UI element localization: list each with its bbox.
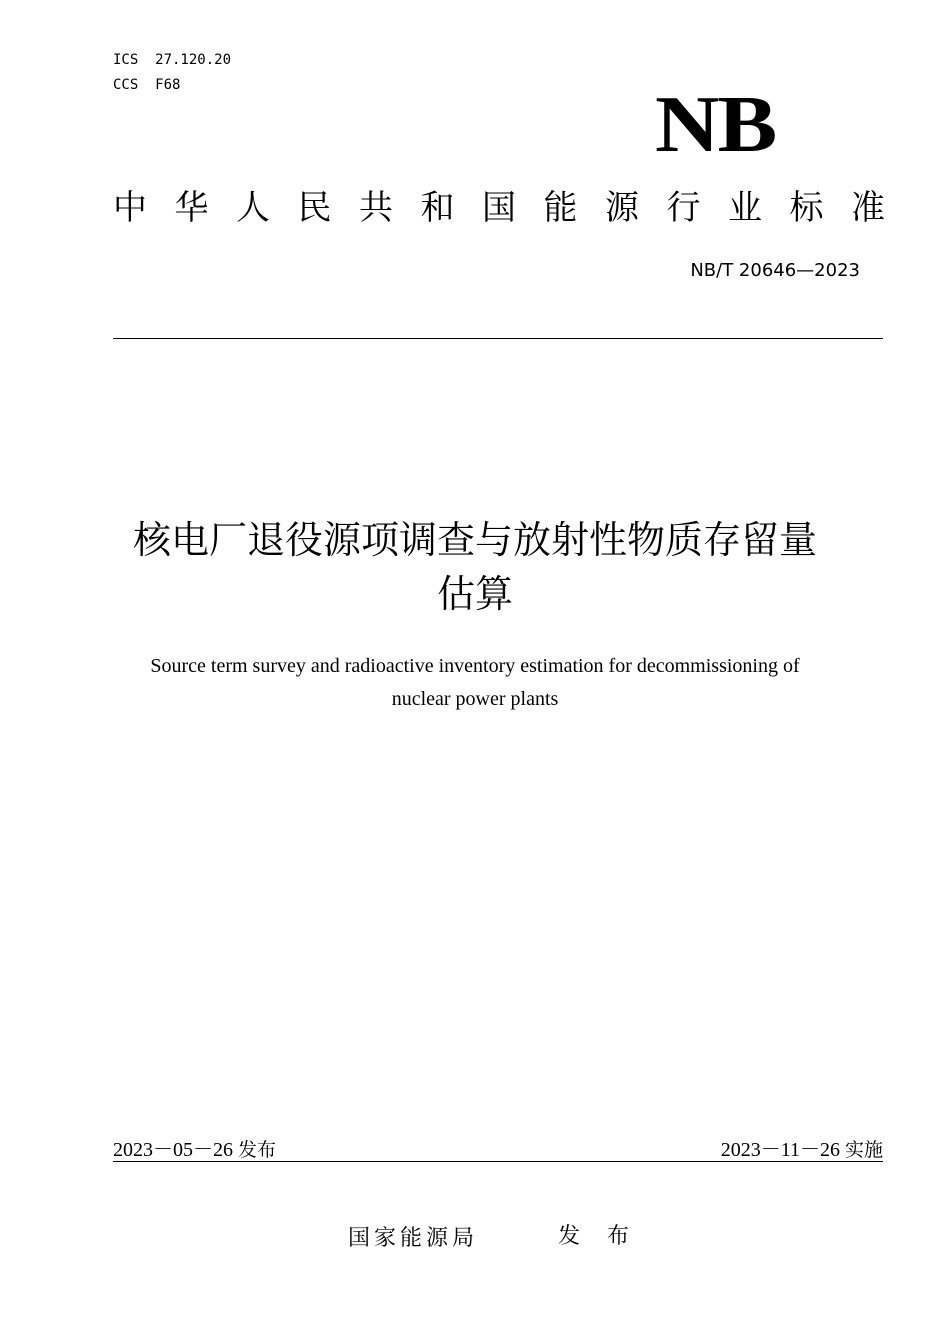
org-title-char: 业 bbox=[728, 188, 762, 228]
issue-date bbox=[113, 1136, 276, 1164]
implement-label: 实施 bbox=[844, 1139, 883, 1161]
title-zh-line: 估算 bbox=[436, 572, 513, 616]
nb-logo: NB bbox=[655, 81, 775, 169]
org-title-char: 共 bbox=[359, 188, 393, 228]
dates-row bbox=[113, 1136, 883, 1164]
bottom-divider bbox=[113, 1161, 883, 1162]
org-title-char: 标 bbox=[789, 188, 824, 228]
org-title-char: 人 bbox=[236, 188, 270, 228]
implement-date-value: 2023－11－26 bbox=[720, 1139, 840, 1161]
publish-label: 发 布 bbox=[558, 1224, 639, 1249]
standard-number: NB/T 20646—2023 bbox=[690, 260, 860, 281]
title-en-line: nuclear power plants bbox=[391, 688, 559, 710]
org-title-char: 能 bbox=[543, 188, 578, 228]
title-en-line: Source term survey and radioactive inventory estimation for decommissioning of bbox=[150, 655, 800, 677]
issue-label: 发布 bbox=[238, 1139, 277, 1161]
document-title-zh bbox=[60, 513, 890, 621]
top-divider bbox=[113, 338, 883, 339]
org-title-char: 准 bbox=[851, 188, 885, 228]
ics-code: ICS 27.120.20 bbox=[113, 52, 232, 68]
org-title-char: 中 bbox=[113, 188, 147, 228]
title-zh-line: 核电厂退役源项调查与放射性物质存留量 bbox=[132, 518, 817, 562]
issue-date-value: 2023－05－26 bbox=[113, 1139, 233, 1161]
org-title-char: 行 bbox=[666, 188, 701, 228]
org-title-char: 民 bbox=[297, 188, 332, 228]
implement-date bbox=[721, 1136, 883, 1164]
classification-codes bbox=[113, 48, 231, 98]
org-title bbox=[113, 186, 885, 230]
org-title-char: 华 bbox=[174, 188, 209, 228]
org-title-char: 和 bbox=[420, 188, 455, 228]
org-title-char: 国 bbox=[482, 188, 516, 228]
publisher-name: 国家能源局 bbox=[348, 1226, 479, 1251]
ccs-code: CCS F68 bbox=[113, 77, 181, 93]
document-title-en bbox=[100, 650, 850, 716]
org-title-char: 源 bbox=[605, 188, 639, 228]
